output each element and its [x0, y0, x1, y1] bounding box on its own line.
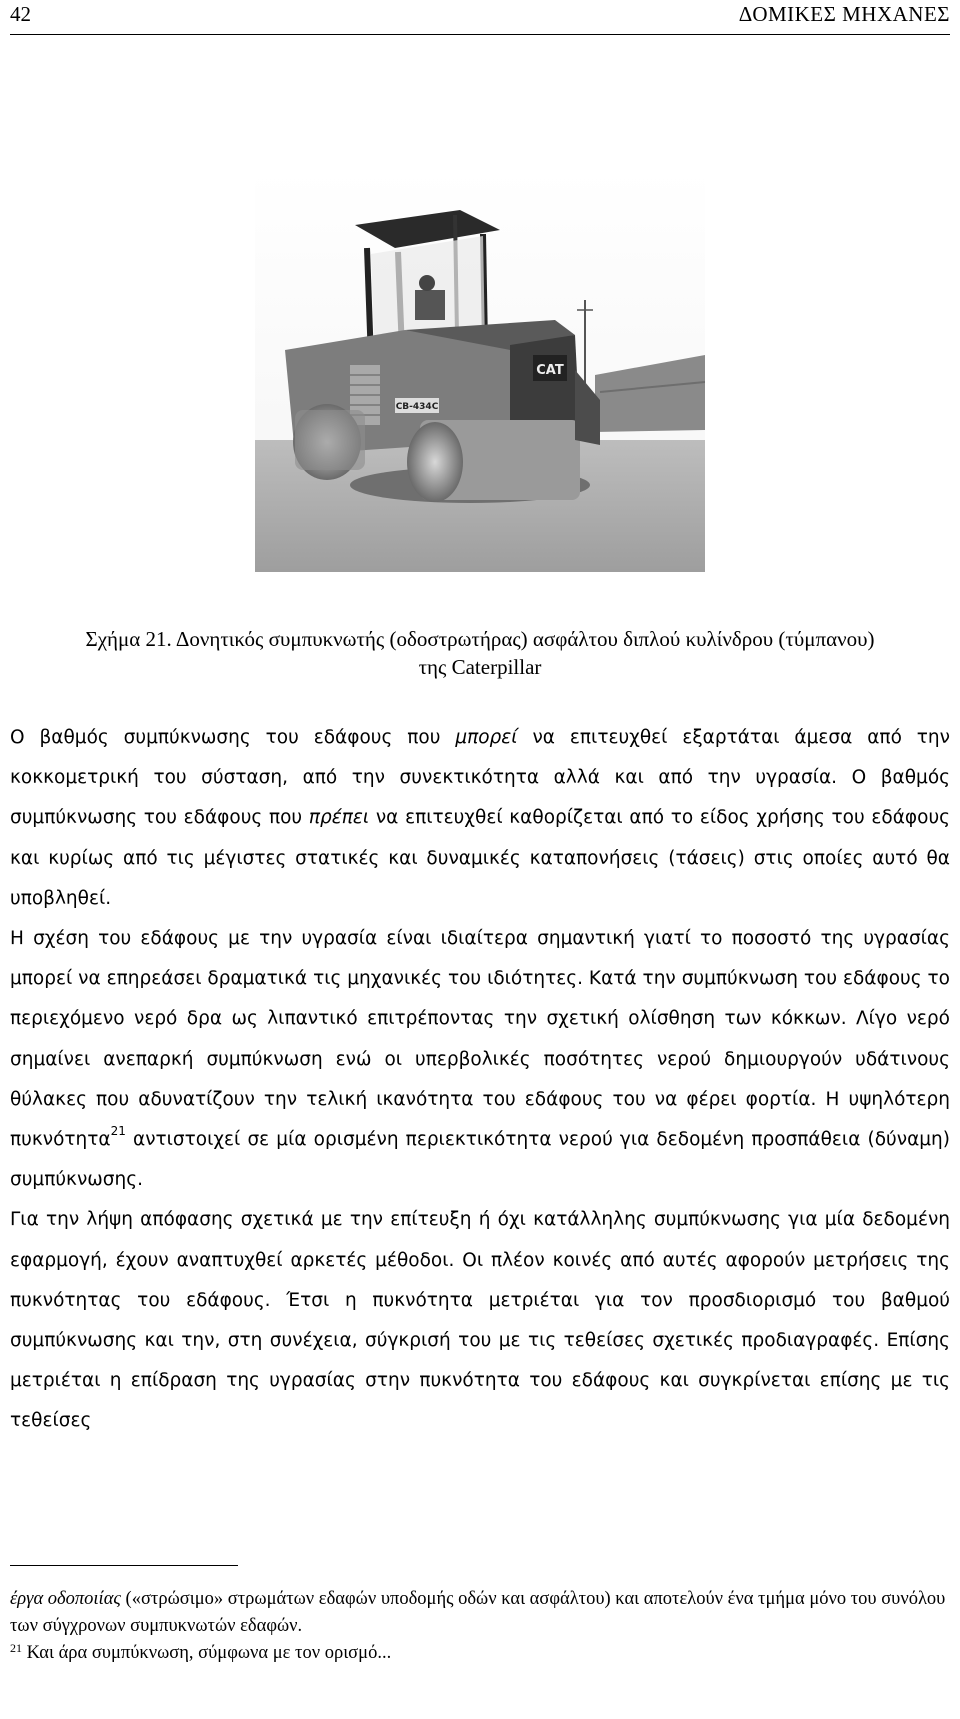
footnotes: [10, 1586, 950, 1667]
page-number: 42: [10, 2, 31, 26]
cat-logo: CAT: [536, 363, 564, 378]
footnote-21: [10, 1640, 950, 1667]
p1-emphasis-1: μπορεί: [455, 727, 518, 748]
body-text: [10, 718, 950, 1442]
roller-photo: [255, 170, 705, 572]
page-header: [10, 0, 950, 35]
p1-text-b: να επιτευχθεί εξαρτάται άμεσα από την κοκκομετρική του σύσταση, από την συνεκτικότητα αλλά και από την υγρασία. Ο βαθμός συμπύκνωσης του εδάφους που: [10, 727, 950, 829]
footnote-divider: [10, 1565, 238, 1566]
p1-text-c: να επιτευχθεί καθορίζεται από το είδος χρήσης του εδάφους και κυρίως από τις μέγιστες στατικές και δυναμικές καταπονήσεις (τάσεις) στις οποίες αυτό θα υποβληθεί.: [10, 807, 951, 909]
running-title: ΔΟΜΙΚΕΣ ΜΗΧΑΝΕΣ: [738, 2, 950, 26]
footnote-ref-21[interactable]: 21: [110, 1124, 126, 1139]
footnote-number: 21: [10, 1641, 22, 1655]
paragraph-3: Για την λήψη απόφασης σχετικά με την επίτευξη ή όχι κατάλληλης συμπύκνωσης για μία δεδομένη εφαρμογή, έχουν αναπτυχθεί αρκετές μέθοδοι. Οι πλέον κοινές από αυτές αφορούν μετρήσεις της πυκνότητας του εδάφους. Έτσι η πυκνότητα μετριέται για τον προσδιορισμό του βαθμού συμπύκνωσης και την, στη συνέχεια, σύγκρισή του με τις τεθείσες σχετικές προδιαγραφές. Επίσης μετριέται η επίδραση της υγρασίας στην πυκνότητα του εδάφους και συγκρίνεται επίσης με τις τεθείσες: [10, 1209, 950, 1432]
footnote-continuation-text: («στρώσιμο» στρωμάτων εδαφών υποδομής οδών και ασφάλτου) και αποτελούν ένα τμήμα μόνο του συνόλου των σύγχρονων συμπυκνωτών εδαφών.: [10, 1589, 946, 1636]
caption-line-2: της Caterpillar: [418, 655, 542, 679]
p1-text-a: Ο βαθμός συμπύκνωσης του εδάφους που: [10, 727, 456, 748]
figure-caption: [10, 625, 950, 681]
model-decal: CB-434C: [395, 402, 439, 412]
caption-line-1: Σχήμα 21. Δονητικός συμπυκνωτής (οδοστρωτήρας) ασφάλτου διπλού κυλίνδρου (τύμπανου): [85, 627, 875, 651]
paragraph-2: [10, 919, 950, 1200]
p2-text-a: Η σχέση του εδάφους με την υγρασία είναι ιδιαίτερα σημαντική γιατί το ποσοστό της υγρασίας μπορεί να επηρεάσει δραματικά τις μηχανικές του ιδιότητες. Κατά την συμπύκνωση του εδάφους το περιεχόμενο νερό δρα ως λιπαντικό επιτρέποντας την σχετική ολίσθηση των κόκκων. Λίγο νερό σημαίνει ανεπαρκή συμπύκνωση ενώ οι υπερβολικές ποσότητες νερού δημιουργούν υδάτινους θύλακες που αδυνατίζουν την τελική ικανότητα του εδάφους του να φέρει φορτία. Η υψηλότερη πυκνότητα: [10, 928, 950, 1151]
footnote-emphasis: έργα οδοποιίας: [10, 1589, 121, 1609]
footnote-21-text: Και άρα συμπύκνωση, σύμφωνα με τον ορισμό...: [22, 1643, 392, 1663]
p1-emphasis-2: πρέπει: [308, 807, 370, 829]
p2-text-b: αντιστοιχεί σε μία ορισμένη περιεκτικότητα νερού για δεδομένη προσπάθεια (δύναμη) συμπύκνωσης.: [10, 1129, 950, 1191]
footnote-continuation: [10, 1586, 950, 1640]
paragraph-1: [10, 718, 950, 919]
